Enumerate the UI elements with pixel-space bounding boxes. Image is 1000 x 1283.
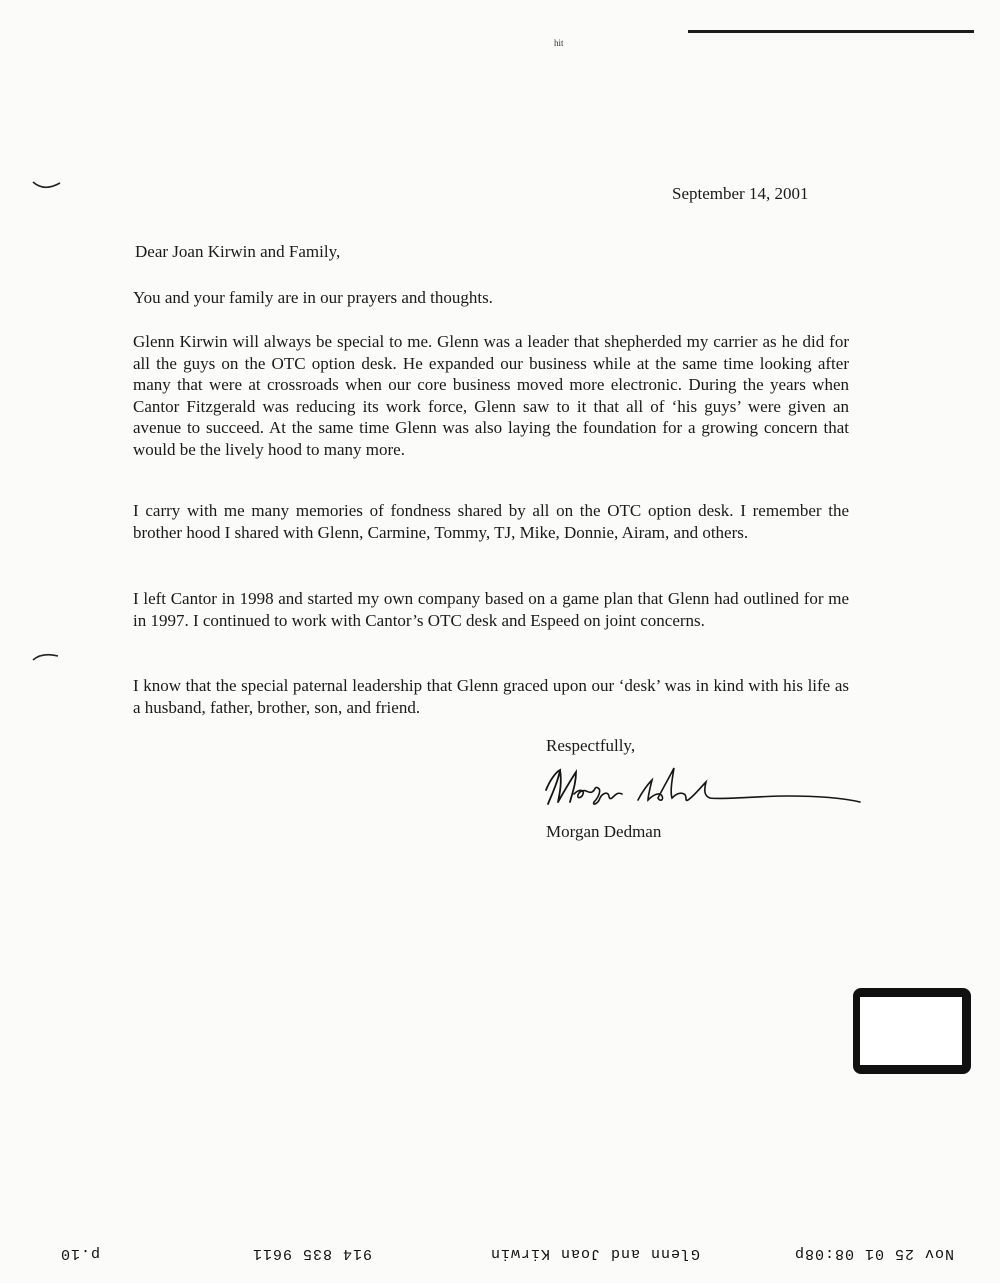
letter-closing: Respectfully, (546, 736, 636, 755)
fax-footer-timestamp: Nov 25 01 08:08p (793, 1245, 954, 1262)
scan-smudge-top (30, 170, 70, 195)
letter-paragraph-2: Glenn Kirwin will always be special to me. Glenn was a leader that shepherded my carrier as he did for all the guys on the OTC option desk. He expanded our business while at the same time looking after many that were at crossroads when our core business moved more electronic. During the years when Cantor Fitzgerald was reducing its work force, Glenn saw to it that all of ‘his guys’ were given an avenue to succeed. At the same time Glenn was also laying the foundation for a growing concern that would be the lively hood to many more. (133, 332, 849, 459)
letter-paragraph-3: I carry with me many memories of fondness shared by all on the OTC option desk. I remember the brother hood I shared with Glenn, Carmine, Tommy, TJ, Mike, Donnie, Airam, and others. (133, 501, 849, 542)
fax-header-mark: hit (554, 38, 564, 48)
letter-date: September 14, 2001 (672, 184, 809, 203)
fax-header-rule (688, 30, 974, 33)
fax-footer-phone: 914 835 9611 (251, 1245, 372, 1262)
fax-footer-page: p.10 (59, 1245, 100, 1262)
letter-greeting: Dear Joan Kirwin and Family, (135, 242, 341, 261)
letter-signer-name: Morgan Dedman (546, 822, 662, 841)
letter-paragraph-4: I left Cantor in 1998 and started my own company based on a game plan that Glenn had outlined for me in 1997. I continued to work with Cantor’s OTC desk and Espeed on joint concerns. (133, 589, 849, 630)
fax-footer-sender: Glenn and Joan Kirwin (489, 1245, 700, 1262)
fax-scan-box-mark (853, 988, 971, 1074)
scan-smudge-bottom (30, 646, 70, 671)
letter-paragraph-5: I know that the special paternal leadership that Glenn graced upon our ‘desk’ was in kind with his life as a husband, father, brother, son, and friend. (133, 676, 849, 717)
handwritten-signature (538, 758, 868, 818)
letter-paragraph-1: You and your family are in our prayers and thoughts. (133, 288, 493, 307)
fax-transmission-footer (0, 1240, 1000, 1264)
